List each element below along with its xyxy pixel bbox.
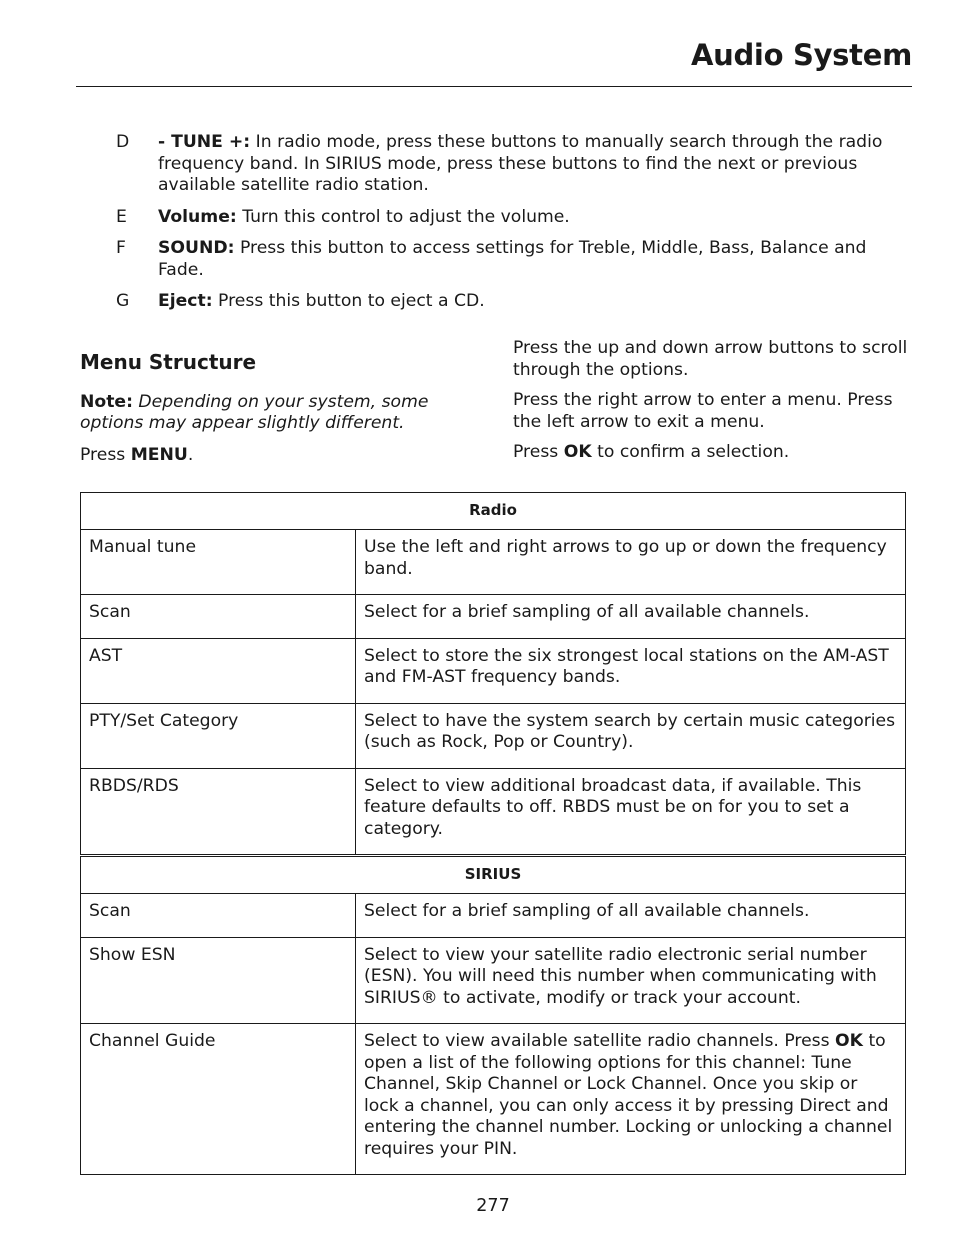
description-cell: Select to view available satellite radio channels. Press OK to open a list of the following options for this channel: Tune Channel, Skip Channel or Lock Channel. Once you skip or lock a channel, you can only access it by pressing Direct and entering the channel number. Locking or unlocking a channel requires your PIN. bbox=[356, 1024, 906, 1175]
table-title: SIRIUS bbox=[81, 857, 906, 894]
radio-menu-table bbox=[80, 492, 906, 855]
table-row bbox=[81, 530, 906, 595]
ok-key: OK bbox=[835, 1031, 863, 1051]
menu-structure-left bbox=[80, 352, 460, 475]
description-cell: Select to view your satellite radio electronic serial number (ESN). You will need this number when communicating with SIRIUS® to activate, modify or track your account. bbox=[356, 937, 906, 1024]
note bbox=[80, 392, 460, 435]
control-term: - TUNE +: bbox=[158, 132, 251, 152]
description-cell: Select to view additional broadcast data, if available. This feature defaults to off. RBDS must be on for you to set a category. bbox=[356, 768, 906, 855]
note-text: Depending on your system, some options may appear slightly different. bbox=[80, 391, 429, 433]
option-cell: Scan bbox=[81, 894, 356, 938]
menu-structure-right bbox=[513, 338, 908, 473]
table-row bbox=[81, 595, 906, 639]
sirius-menu-table bbox=[80, 856, 906, 1175]
control-description: Turn this control to adjust the volume. bbox=[236, 206, 570, 227]
menu-key: MENU bbox=[130, 444, 188, 465]
control-item bbox=[76, 132, 912, 197]
table-row bbox=[81, 768, 906, 855]
table-row bbox=[81, 894, 906, 938]
page-title: Audio System bbox=[690, 38, 912, 72]
ok-key: OK bbox=[563, 442, 592, 462]
control-letter: D bbox=[116, 132, 130, 152]
description-cell: Select to store the six strongest local stations on the AM-AST and FM-AST frequency bands. bbox=[356, 638, 906, 703]
control-letter: G bbox=[116, 291, 130, 311]
option-cell: PTY/Set Category bbox=[81, 703, 356, 768]
section-heading: Menu Structure bbox=[80, 350, 257, 374]
option-cell: Show ESN bbox=[81, 937, 356, 1024]
note-label: Note: bbox=[80, 391, 133, 412]
table-row bbox=[81, 703, 906, 768]
ok-instruction: Press OK to confirm a selection. bbox=[513, 442, 790, 462]
control-term: Volume: bbox=[158, 206, 237, 227]
control-letter: F bbox=[116, 238, 126, 258]
option-cell: Manual tune bbox=[81, 530, 356, 595]
control-description: Press this button to access settings for Treble, Middle, Bass, Balance and Fade. bbox=[158, 238, 867, 280]
header-divider bbox=[76, 86, 912, 87]
control-item bbox=[76, 207, 912, 229]
description-cell: Select for a brief sampling of all available channels. bbox=[356, 894, 906, 938]
control-term: SOUND: bbox=[158, 238, 235, 258]
press-menu-instruction: Press MENU. bbox=[80, 444, 194, 465]
control-term: Eject: bbox=[158, 291, 213, 311]
enter-exit-instruction: Press the right arrow to enter a menu. Press the left arrow to exit a menu. bbox=[513, 390, 893, 432]
arrow-instruction: Press the up and down arrow buttons to scroll through the options. bbox=[513, 338, 908, 380]
page-number: 277 bbox=[476, 1196, 510, 1216]
control-definitions bbox=[76, 132, 912, 323]
control-item bbox=[76, 238, 912, 281]
table-row bbox=[81, 638, 906, 703]
description-cell: Select to have the system search by certain music categories (such as Rock, Pop or Country). bbox=[356, 703, 906, 768]
control-description: In radio mode, press these buttons to manually search through the radio frequency band. In SIRIUS mode, press these buttons to find the next or previous available satellite radio station. bbox=[158, 132, 883, 195]
option-cell: Scan bbox=[81, 595, 356, 639]
control-letter: E bbox=[116, 206, 127, 227]
description-cell: Select for a brief sampling of all available channels. bbox=[356, 595, 906, 639]
table-row bbox=[81, 1024, 906, 1175]
table-title: Radio bbox=[81, 493, 906, 530]
option-cell: AST bbox=[81, 638, 356, 703]
control-item bbox=[76, 291, 912, 313]
option-cell: Channel Guide bbox=[81, 1024, 356, 1175]
option-cell: RBDS/RDS bbox=[81, 768, 356, 855]
table-row bbox=[81, 937, 906, 1024]
control-description: Press this button to eject a CD. bbox=[212, 291, 485, 311]
description-cell: Use the left and right arrows to go up or down the frequency band. bbox=[356, 530, 906, 595]
